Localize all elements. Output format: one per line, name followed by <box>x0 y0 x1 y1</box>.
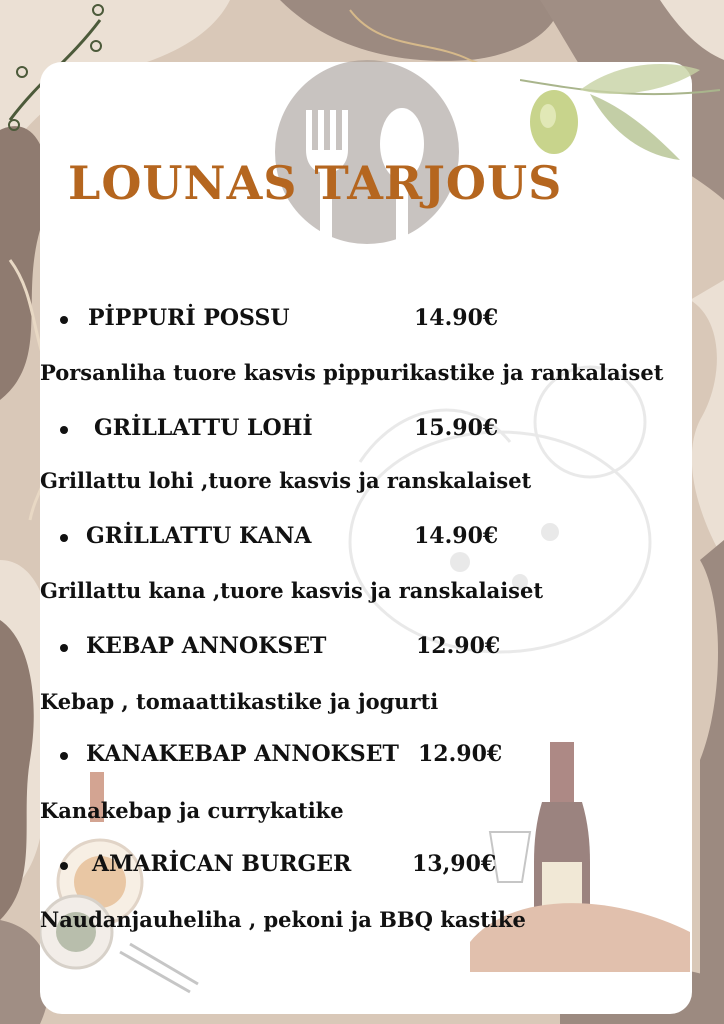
dish-price: 12.90€ <box>416 633 501 659</box>
dish-name: GRİLLATTU KANA <box>86 523 312 549</box>
dish-description: Grillattu lohi ,tuore kasvis ja ranskalaiset <box>40 468 532 493</box>
dish-name: KANAKEBAP ANNOKSET <box>86 741 399 767</box>
fork-spoon-icon <box>262 60 472 250</box>
bullet-icon <box>60 752 68 760</box>
dish-price: 12.90€ <box>418 741 503 767</box>
dish-price: 15.90€ <box>414 415 499 441</box>
dish-name: KEBAP ANNOKSET <box>86 633 327 659</box>
dish-price: 13,90€ <box>412 851 497 877</box>
bullet-icon <box>60 316 68 324</box>
bullet-icon <box>60 534 68 542</box>
dish-description: Naudanjauheliha , pekoni ja BBQ kastike <box>40 907 526 932</box>
bullet-icon <box>60 862 68 870</box>
dish-description: Kanakebap ja currykatike <box>40 798 344 823</box>
bullet-icon <box>60 426 68 434</box>
dish-price: 14.90€ <box>414 305 499 331</box>
food-plate-icon <box>340 342 660 672</box>
dish-description: Porsanliha tuore kasvis pippurikastike ja rankalaiset <box>40 360 664 385</box>
page-title: LOUNAS TARJOUS <box>68 156 563 210</box>
dish-name: PİPPURİ POSSU <box>88 305 290 331</box>
dish-description: Grillattu kana ,tuore kasvis ja ranskalaiset <box>40 578 544 603</box>
dish-description: Kebap , tomaattikastike ja jogurti <box>40 689 439 714</box>
wine-bottle-icon <box>470 742 690 972</box>
dish-name: AMARİCAN BURGER <box>92 851 352 877</box>
bullet-icon <box>60 644 68 652</box>
dish-name: GRİLLATTU LOHİ <box>94 415 313 441</box>
dish-price: 14.90€ <box>414 523 499 549</box>
